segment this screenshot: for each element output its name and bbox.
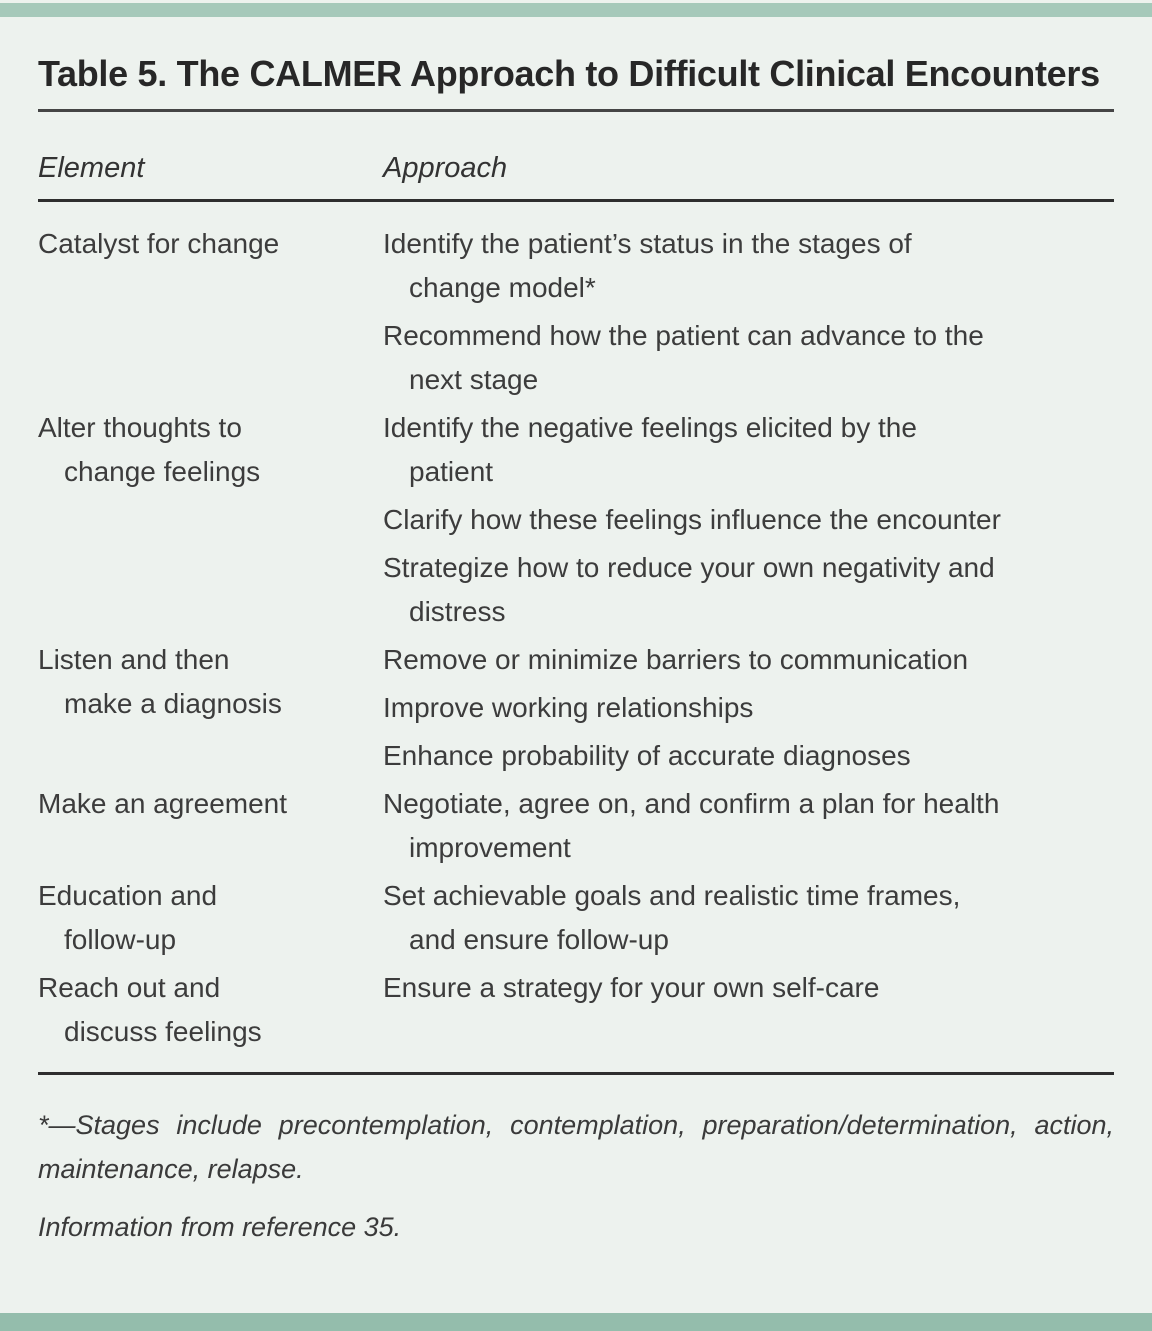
text-line: Negotiate, agree on, and confirm a plan for health — [383, 788, 1000, 819]
table-row — [38, 874, 1114, 962]
approach-cell — [383, 222, 1114, 402]
approach-item — [383, 874, 1114, 962]
approach-item — [383, 638, 1114, 682]
wrapped-line: change model* — [409, 272, 596, 303]
approach-item — [383, 546, 1114, 634]
top-accent-bar — [0, 3, 1152, 17]
text-line: Recommend how the patient can advance to the — [383, 320, 984, 351]
text-line: Set achievable goals and realistic time frames, — [383, 880, 961, 911]
approach-item — [383, 498, 1114, 542]
wrapped-line: next stage — [409, 364, 539, 395]
text-line: Catalyst for change — [38, 228, 280, 259]
approach-item — [383, 734, 1114, 778]
text-line: Ensure a strategy for your own self-care — [383, 972, 880, 1003]
approach-cell — [383, 874, 1114, 962]
text-line: Improve working relationships — [383, 692, 754, 723]
table-body — [38, 202, 1114, 1054]
column-header-element: Element — [38, 152, 145, 184]
wrapped-line: improvement — [409, 832, 571, 863]
approach-item — [383, 314, 1114, 402]
footnote-stages: *—Stages include precontemplation, contemplation, preparation/determination, action, maintenance, relapse. — [38, 1110, 1114, 1184]
element-cell — [38, 874, 383, 962]
element-cell — [38, 406, 383, 634]
column-header-approach: Approach — [383, 152, 508, 184]
table-row — [38, 222, 1114, 402]
footnotes — [38, 1103, 1114, 1249]
wrapped-line: make a diagnosis — [64, 688, 282, 719]
approach-item — [383, 686, 1114, 730]
element-cell — [38, 782, 383, 870]
approach-item — [383, 966, 1114, 1010]
table-row — [38, 406, 1114, 634]
bottom-accent-bar — [0, 1313, 1152, 1331]
table-figure — [0, 49, 1152, 1249]
table-row — [38, 966, 1114, 1054]
text-line: Make an agreement — [38, 788, 288, 819]
wrapped-line: and ensure follow-up — [409, 924, 669, 955]
wrapped-line: follow-up — [64, 924, 177, 955]
text-line: Strategize how to reduce your own negativity and — [383, 552, 995, 583]
text-line: Reach out and — [38, 972, 221, 1003]
text-line: Listen and then — [38, 644, 230, 675]
wrapped-line: change feelings — [64, 456, 261, 487]
column-header-row — [38, 112, 1114, 199]
table-row — [38, 782, 1114, 870]
approach-cell — [383, 638, 1114, 778]
text-line: Enhance probability of accurate diagnoses — [383, 740, 911, 771]
approach-item — [383, 222, 1114, 310]
approach-cell — [383, 966, 1114, 1054]
wrapped-line: distress — [409, 596, 506, 627]
wrapped-line: discuss feelings — [64, 1016, 262, 1047]
table-title: Table 5. The CALMER Approach to Difficult Clinical Encounters — [38, 53, 1100, 94]
element-cell — [38, 222, 383, 402]
approach-item — [383, 406, 1114, 494]
element-cell — [38, 966, 383, 1054]
element-cell — [38, 638, 383, 778]
text-line: Remove or minimize barriers to communication — [383, 644, 969, 675]
table-row — [38, 638, 1114, 778]
text-line: Clarify how these feelings influence the encounter — [383, 504, 1001, 535]
approach-cell — [383, 782, 1114, 870]
text-line: Alter thoughts to — [38, 412, 242, 443]
text-line: Education and — [38, 880, 218, 911]
text-line: Identify the negative feelings elicited by the — [383, 412, 917, 443]
approach-cell — [383, 406, 1114, 634]
footnote-source: Information from reference 35. — [38, 1212, 402, 1242]
wrapped-line: patient — [409, 456, 494, 487]
bottom-rule — [38, 1072, 1114, 1075]
approach-item — [383, 782, 1114, 870]
text-line: Identify the patient’s status in the stages of — [383, 228, 912, 259]
